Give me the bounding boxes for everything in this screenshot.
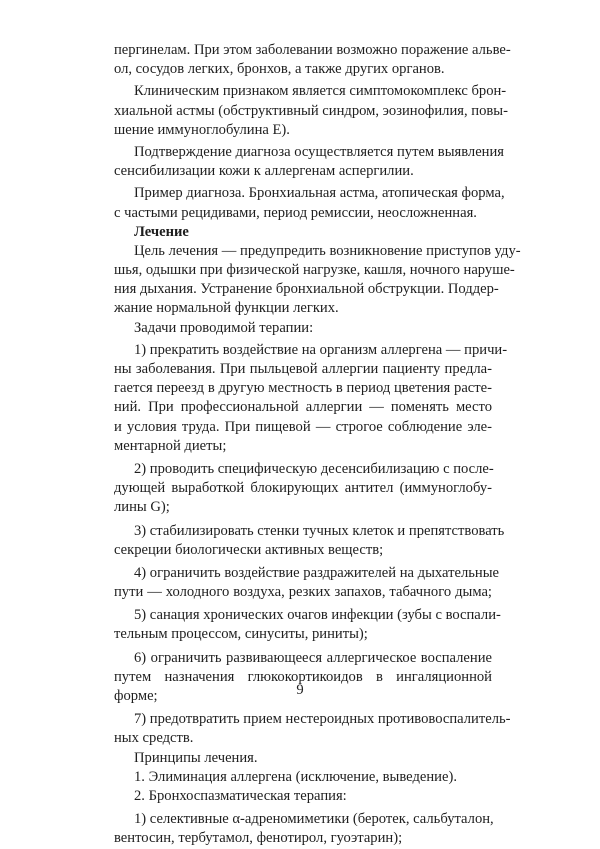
list-item-line: форме;	[114, 688, 158, 704]
list-item-line: 2) проводить специфическую десенсибилизацию с после-	[134, 460, 494, 477]
list-item-line: 7) предотвратить прием нестероидных противовоспалитель-	[134, 711, 511, 728]
text-line: шение иммуноглобулина Е).	[114, 121, 290, 138]
list-item-line: лины G);	[114, 499, 170, 516]
body-text	[114, 41, 521, 849]
list-item-line: 6) ограничить развивающееся аллергическое воспаление	[134, 649, 492, 666]
text-line: Принципы лечения.	[134, 749, 258, 766]
list-item-line: гается переезд в другую местность в период цветения расте-	[114, 380, 492, 397]
text-line: 2. Бронхоспазматическая терапия:	[134, 787, 347, 804]
list-item-line: ментарной диеты;	[114, 437, 227, 454]
text-line: хиальной астмы (обструктивный синдром, эозинофилия, повы-	[114, 102, 508, 119]
page-number: 9	[296, 682, 304, 698]
text-line: пергинелам. При этом заболевании возможно поражение альве-	[114, 42, 511, 58]
list-item-line: 1) прекратить воздействие на организм аллергена — причи-	[134, 341, 508, 358]
text-line: сенсибилизации кожи к аллергенам аспергилии.	[114, 163, 414, 180]
list-item-line: ний. При профессиональной аллергии — поменять место	[114, 399, 492, 416]
list-item-line: и условия труда. При пищевой — строгое соблюдение эле-	[114, 418, 492, 435]
list-item-line: 3) стабилизировать стенки тучных клеток и препятствовать	[134, 522, 505, 539]
text-line: шья, одышки при физической нагрузке, кашля, ночного наруше-	[114, 262, 515, 279]
list-item-line: вентосин, тербутамол, фенотирол, гуоэтарин);	[114, 830, 403, 847]
text-line: Цель лечения — предупредить возникновение приступов уду-	[134, 242, 521, 259]
list-item-line: тельным процессом, синуситы, риниты);	[114, 626, 368, 643]
list-item-line: пути — холодного воздуха, резких запахов, табачного дыма;	[114, 584, 492, 601]
list-item-line: ны заболевания. При пыльцевой аллергии пациенту предла-	[114, 361, 492, 377]
section-heading: Лечение	[134, 223, 189, 240]
list-item-line: путем назначения глюкокортикоидов в ингаляционной	[114, 668, 492, 685]
text-line: жание нормальной функции легких.	[114, 300, 339, 317]
list-item-line: 5) санация хронических очагов инфекции (зубы с воспали-	[134, 607, 501, 624]
text-line: ния дыхания. Устранение бронхиальной обструкции. Поддер-	[114, 281, 499, 298]
text-line: Клиническим признаком является симптомокомплекс брон-	[134, 83, 507, 100]
text-line: с частыми рецидивами, период ремиссии, неосложненная.	[114, 204, 477, 221]
list-item-line: дующей выработкой блокирующих антител (иммуноглобу-	[114, 480, 492, 497]
text-line: Задачи проводимой терапии:	[134, 319, 314, 336]
list-item-line: ных средств.	[114, 730, 194, 747]
list-item-line: секреции биологически активных веществ;	[114, 541, 384, 558]
text-line: Пример диагноза. Бронхиальная астма, атопическая форма,	[134, 185, 505, 202]
text-line: 1. Элиминация аллергена (исключение, выведение).	[134, 768, 457, 785]
list-item-line: 4) ограничить воздействие раздражителей на дыхательные	[134, 564, 499, 581]
text-line: Подтверждение диагноза осуществляется путем выявления	[134, 143, 505, 160]
text-line: ол, сосудов легких, бронхов, а также других органов.	[114, 61, 445, 78]
list-item-line: 1) селективные α-адреномиметики (беротек, сальбуталон,	[134, 811, 494, 828]
